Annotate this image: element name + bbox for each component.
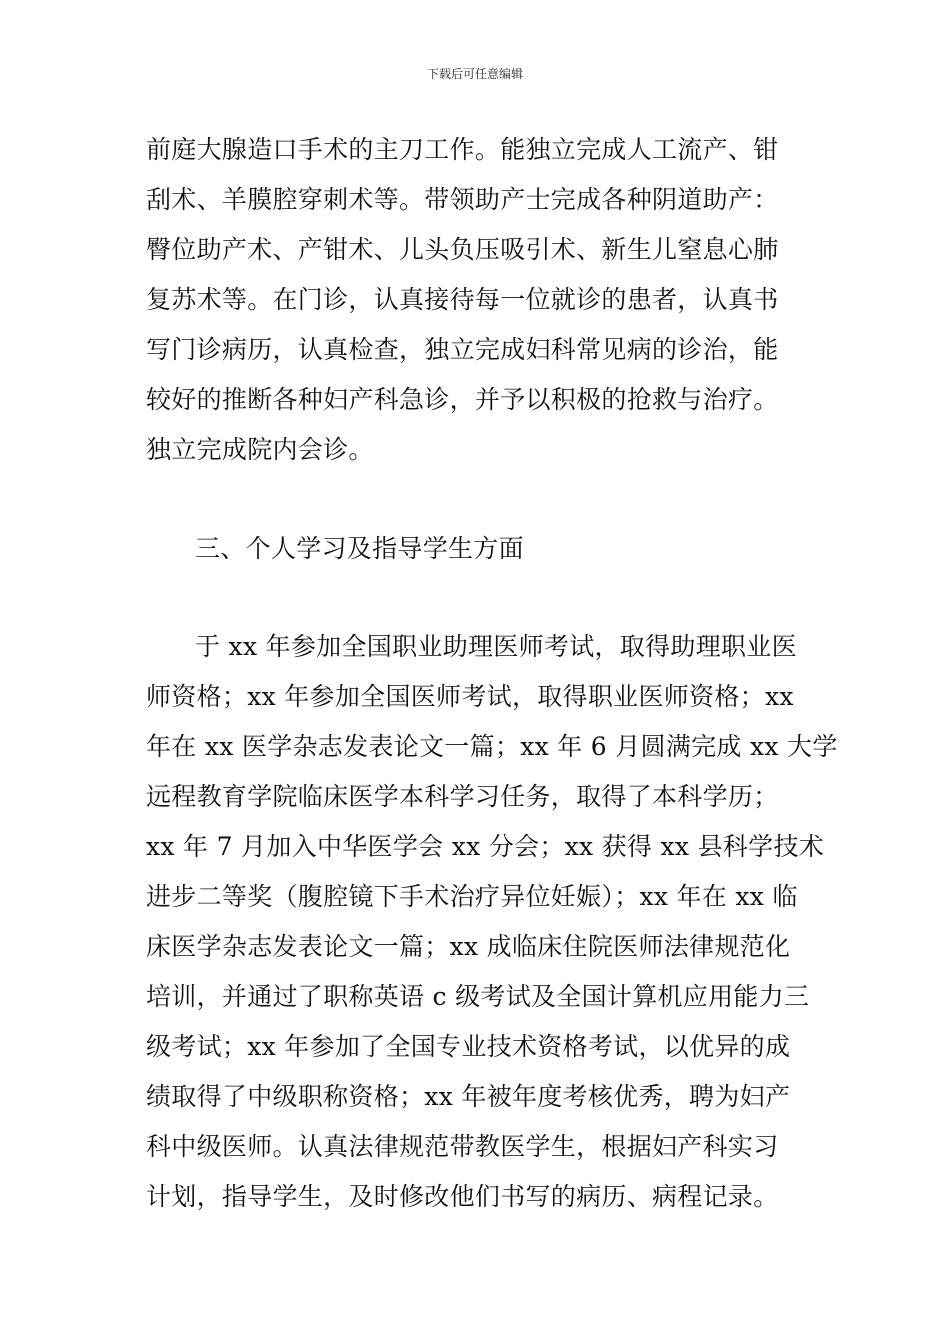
text-line: 年在 xx 医学杂志发表论文一篇；xx 年 6 月圆满完成 xx 大学: [146, 732, 838, 761]
text-line: 绩取得了中级职称资格；xx 年被年度考核优秀，聘为妇产: [146, 1082, 791, 1111]
text-line: 师资格；xx 年参加全国医师考试，取得职业医师资格；xx: [146, 682, 794, 711]
text-line: 臀位助产术、产钳术、儿头负压吸引术、新生儿窒息心肺: [146, 235, 779, 264]
text-line: 刮术、羊膜腔穿刺术等。带领助产士完成各种阴道助产：: [146, 185, 779, 214]
text-line: 前庭大腺造口手术的主刀工作。能独立完成人工流产、钳: [146, 135, 779, 164]
section-heading: 三、个人学习及指导学生方面: [195, 534, 524, 563]
text-line: 进步二等奖（腹腔镜下手术治疗异位妊娠）；xx 年在 xx 临: [146, 882, 798, 911]
page-header-note: 下载后可任意编辑: [426, 67, 523, 81]
text-line: 独立完成院内会诊。: [146, 435, 374, 464]
text-line: 较好的推断各种妇产科急诊，并予以积极的抢救与治疗。: [146, 385, 779, 414]
text-line: 远程教育学院临床医学本科学习任务，取得了本科学历；: [146, 782, 779, 811]
text-line: 写门诊病历，认真检查，独立完成妇科常见病的诊治，能: [146, 335, 779, 364]
text-line: 级考试；xx 年参加了全国专业技术资格考试，以优异的成: [146, 1032, 791, 1061]
text-line: 科中级医师。认真法律规范带教医学生，根据妇产科实习: [146, 1132, 779, 1161]
text-line: 床医学杂志发表论文一篇；xx 成临床住院医师法律规范化: [146, 932, 791, 961]
text-line: 复苏术等。在门诊，认真接待每一位就诊的患者，认真书: [146, 285, 779, 314]
text-line: 计划，指导学生，及时修改他们书写的病历、病程记录。: [146, 1182, 779, 1211]
text-line: 培训，并通过了职称英语 c 级考试及全国计算机应用能力三: [146, 982, 810, 1011]
text-line: xx 年 7 月加入中华医学会 xx 分会；xx 获得 xx 县科学技术: [146, 832, 825, 861]
text-line: 于 xx 年参加全国职业助理医师考试，取得助理职业医: [195, 632, 797, 661]
